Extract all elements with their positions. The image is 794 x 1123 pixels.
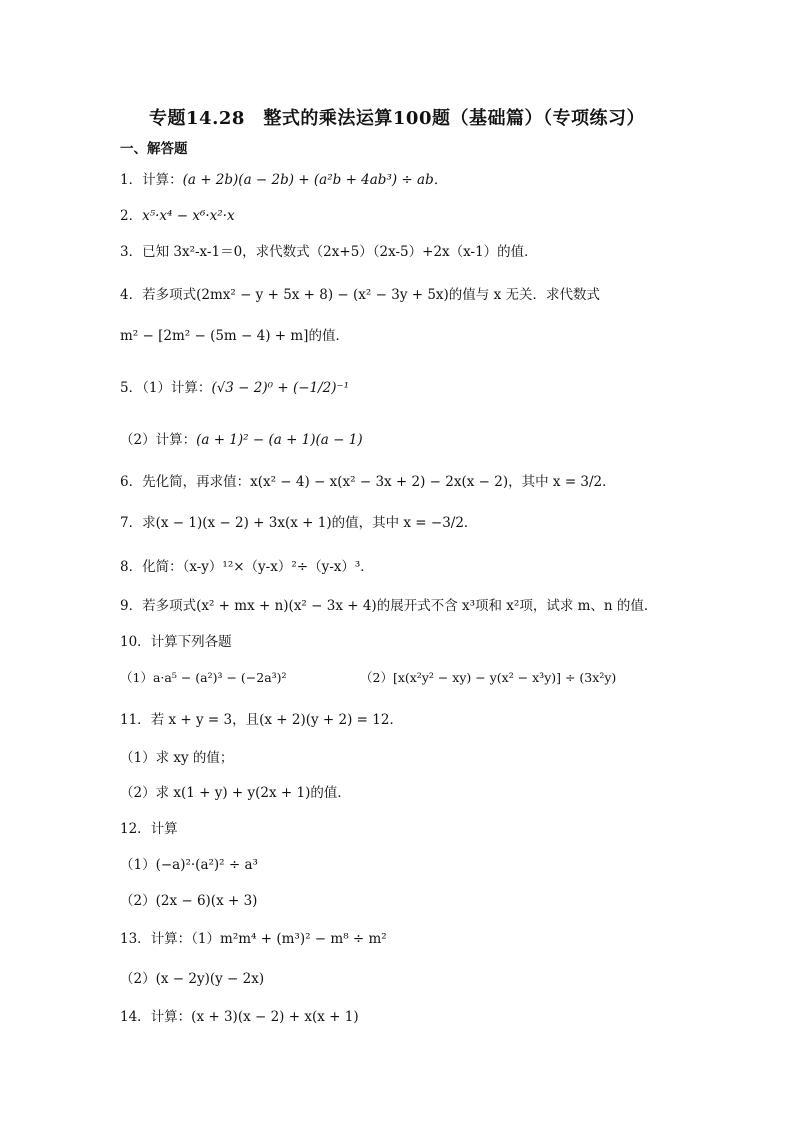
question-text: （2）(x − 2y)(y − 2x) <box>120 971 265 987</box>
question-10-part-2 <box>360 668 616 688</box>
question-6 <box>120 472 616 492</box>
question-expression: (a + 2b)(a − 2b) + (a²b + 4ab³) ÷ ab． <box>182 172 448 188</box>
page-title: 专题14.28 整式的乘法运算100题（基础篇）（专项练习） <box>149 108 645 129</box>
question-12-part-1 <box>120 855 258 875</box>
question-number: 4． <box>120 287 143 303</box>
question-number: 5． <box>120 380 143 396</box>
question-11-part-2 <box>120 783 351 803</box>
question-text: （1）计算： <box>142 380 212 396</box>
question-number: 10． <box>120 634 151 650</box>
question-11-part-1 <box>120 748 233 768</box>
question-13 <box>120 929 387 949</box>
question-5-part-1 <box>120 378 349 398</box>
question-number: 11． <box>120 712 151 728</box>
question-text: 化简：（x-y）¹²×（y-x）²÷（y-x）³． <box>142 559 374 575</box>
question-13-part-2 <box>120 969 264 989</box>
question-text: （2）[x(x²y² − xy) − y(x² − x³y)] ÷ (3x²y) <box>360 670 617 685</box>
question-12-part-2 <box>120 891 257 911</box>
question-text: 若多项式(x² + mx + n)(x² − 3x + 4)的展开式不含 x³项和 x²项，试求 m、n 的值． <box>142 598 658 614</box>
question-number: 2． <box>120 208 143 224</box>
question-text: 先化简，再求值：x(x² − 4) − x(x² − 3x + 2) − 2x(x − 2)，其中 x = 3/2． <box>142 474 616 490</box>
question-text: （1）a·a⁵ − (a²)³ − (−2a³)² <box>120 670 287 685</box>
question-11 <box>120 710 403 730</box>
question-number: 3． <box>120 244 143 260</box>
question-text: 已知 3x²-x-1＝0，求代数式（2x+5）（2x-5）+2x（x-1）的值． <box>142 244 538 260</box>
question-number: 13． <box>120 931 151 947</box>
question-5-part-2 <box>120 430 363 450</box>
question-12 <box>120 819 178 839</box>
question-text: （1）求 xy 的值； <box>120 750 234 766</box>
question-number: 9． <box>120 598 143 614</box>
question-number: 6． <box>120 474 143 490</box>
question-expression: x⁵·x⁴ − x⁶·x²·x <box>142 208 235 224</box>
question-text: 计算：(x + 3)(x − 2) + x(x + 1) <box>150 1009 359 1025</box>
question-text: （2）计算： <box>120 432 197 448</box>
question-text: 若多项式(2mx² − y + 5x + 8) − (x² − 3y + 5x)的值与 x 无关．求代数式 <box>142 287 600 303</box>
question-8 <box>120 557 374 577</box>
question-expression: (√3 − 2)⁰ + (−1/2)⁻¹ <box>211 380 350 396</box>
question-number: 7． <box>120 515 143 531</box>
section-heading: 一、解答题 <box>120 141 188 157</box>
question-text: （2）求 x(1 + y) + y(2x + 1)的值． <box>120 785 351 801</box>
question-text: （1）(−a)²·(a²)² ÷ a³ <box>120 857 258 873</box>
question-10 <box>120 632 232 652</box>
question-expression: (a + 1)² − (a + 1)(a − 1) <box>196 432 363 448</box>
question-number: 1． <box>120 172 143 188</box>
question-7 <box>120 513 477 533</box>
question-2 <box>120 206 235 226</box>
question-4 <box>120 285 600 305</box>
question-text: 若 x + y = 3，且(x + 2)(y + 2) = 12． <box>150 712 403 728</box>
question-10-part-1 <box>120 668 287 688</box>
question-text: m² − [2m² − (5m − 4) + m]的值． <box>120 328 349 344</box>
question-text: 计算 <box>150 821 178 837</box>
question-text: 求(x − 1)(x − 2) + 3x(x + 1)的值，其中 x = −3/2． <box>142 515 478 531</box>
question-4-continued <box>120 326 349 346</box>
question-number: 8． <box>120 559 143 575</box>
question-9 <box>120 596 657 616</box>
question-text: 计算：（1）m²m⁴ + (m³)² − m⁸ ÷ m² <box>150 931 387 947</box>
question-text: 计算下列各题 <box>150 634 232 650</box>
question-3 <box>120 242 538 262</box>
question-number: 12． <box>120 821 151 837</box>
question-text: （2）(2x − 6)(x + 3) <box>120 893 258 909</box>
question-1 <box>120 170 447 190</box>
question-number: 14． <box>120 1009 151 1025</box>
question-text: 计算： <box>142 172 183 188</box>
question-14 <box>120 1007 359 1027</box>
